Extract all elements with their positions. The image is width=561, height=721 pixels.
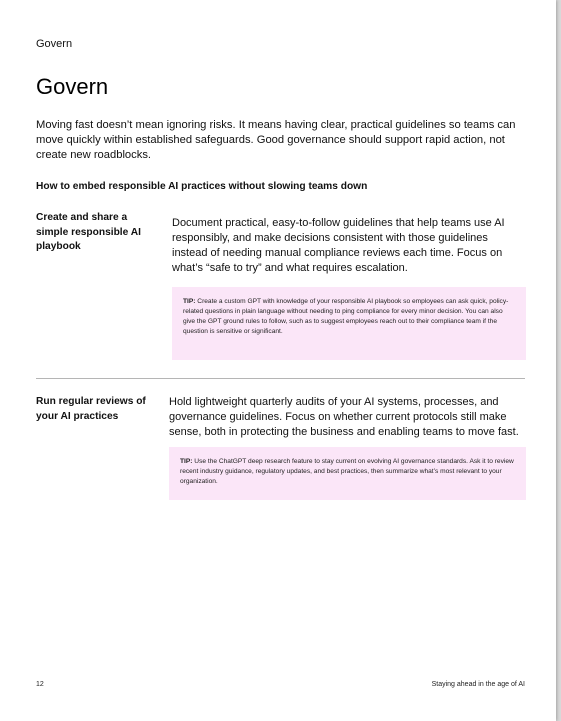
tip-box-reviews (169, 447, 526, 500)
running-header: Govern (36, 38, 73, 50)
section-title-reviews: Run regular reviews of your AI practices (36, 396, 146, 422)
section-title-playbook: Create and share a simple responsible AI playbook (36, 212, 141, 252)
tip-box-playbook (172, 287, 526, 360)
section-body-playbook: Document practical, easy-to-follow guidelines that help teams use AI responsibly, and make decisions consistent with those guidelines instead of needing manual compliance reviews each time. Focus on what’s “safe to try” and what requires escalation. (172, 217, 505, 274)
footer-document-title: Staying ahead in the age of AI (431, 681, 525, 688)
section-subheading: How to embed responsible AI practices without slowing teams down (36, 181, 368, 192)
tip-text: Create a custom GPT with knowledge of your responsible AI playbook so employees can ask quick, policy-related questions in plain language without needing to ping compliance for every minor decision. You can also give the GPT ground rules to follow, such as to suggest employees reach out to their compliance team if the question is sensitive or significant. (183, 298, 509, 335)
section-divider (36, 378, 525, 379)
tip-text: Use the ChatGPT deep research feature to stay current on evolving AI governance standards. Ask it to review recent industry guidance, regulatory updates, and best practices, then summarize what’s most relevant to your organization. (180, 458, 514, 485)
intro-paragraph: Moving fast doesn’t mean ignoring risks. It means having clear, practical guidelines so teams can move quickly within established safeguards. Good governance should support rapid action, not create new roadblocks. (36, 119, 516, 161)
page-title: Govern (36, 74, 109, 99)
tip-label: TIP: (180, 458, 193, 465)
section-body-reviews: Hold lightweight quarterly audits of your AI systems, processes, and governance guidelines. Focus on whether current protocols still make sense, both in protecting the business and enabling teams to move fast. (169, 396, 519, 438)
page-number: 12 (36, 681, 44, 688)
tip-label: TIP: (183, 298, 196, 305)
